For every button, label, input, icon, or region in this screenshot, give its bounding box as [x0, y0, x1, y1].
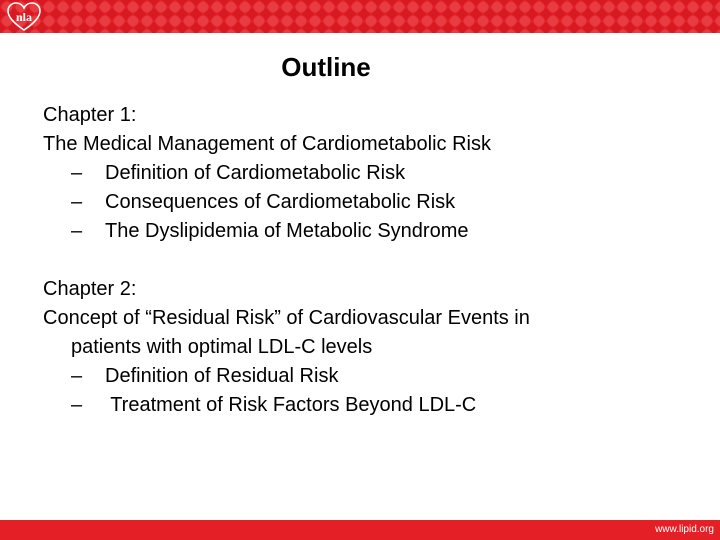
- dash-bullet: –: [71, 191, 83, 213]
- list-item: [43, 391, 683, 420]
- list-item: [43, 217, 683, 246]
- chapter-1: [43, 101, 683, 246]
- bottom-bar: [0, 520, 720, 540]
- list-item-text: Definition of Residual Risk: [105, 365, 339, 387]
- heart-logo-icon: [6, 2, 42, 32]
- chapter-2: [43, 275, 683, 420]
- list-item-text: Consequences of Cardiometabolic Risk: [105, 191, 456, 213]
- dash-bullet: –: [71, 365, 83, 387]
- list-item-text: Definition of Cardiometabolic Risk: [105, 162, 406, 184]
- chapter-subtitle-continued: patients with optimal LDL-C levels: [71, 336, 373, 358]
- list-item-text: The Dyslipidemia of Metabolic Syndrome: [105, 220, 469, 242]
- chapter-heading: Chapter 1:: [43, 104, 137, 126]
- chapter-subtitle: The Medical Management of Cardiometabolic Risk: [43, 133, 491, 155]
- list-item: [43, 362, 683, 391]
- dash-bullet: –: [71, 220, 83, 242]
- chapter-heading: Chapter 2:: [43, 278, 137, 300]
- chapter-subtitle: Concept of “Residual Risk” of Cardiovascular Events in: [43, 307, 530, 329]
- outline-body: [43, 101, 683, 420]
- dash-bullet: –: [71, 394, 83, 416]
- footer-url: www.lipid.org: [655, 524, 714, 535]
- list-item: [43, 159, 683, 188]
- nla-logo: [6, 2, 42, 32]
- dash-bullet: –: [71, 162, 83, 184]
- list-item-text: Treatment of Risk Factors Beyond LDL-C: [105, 394, 477, 416]
- top-banner: [0, 0, 720, 33]
- slide-title: Outline: [281, 52, 371, 82]
- logo-text: nla: [15, 10, 33, 24]
- list-item: [43, 188, 683, 217]
